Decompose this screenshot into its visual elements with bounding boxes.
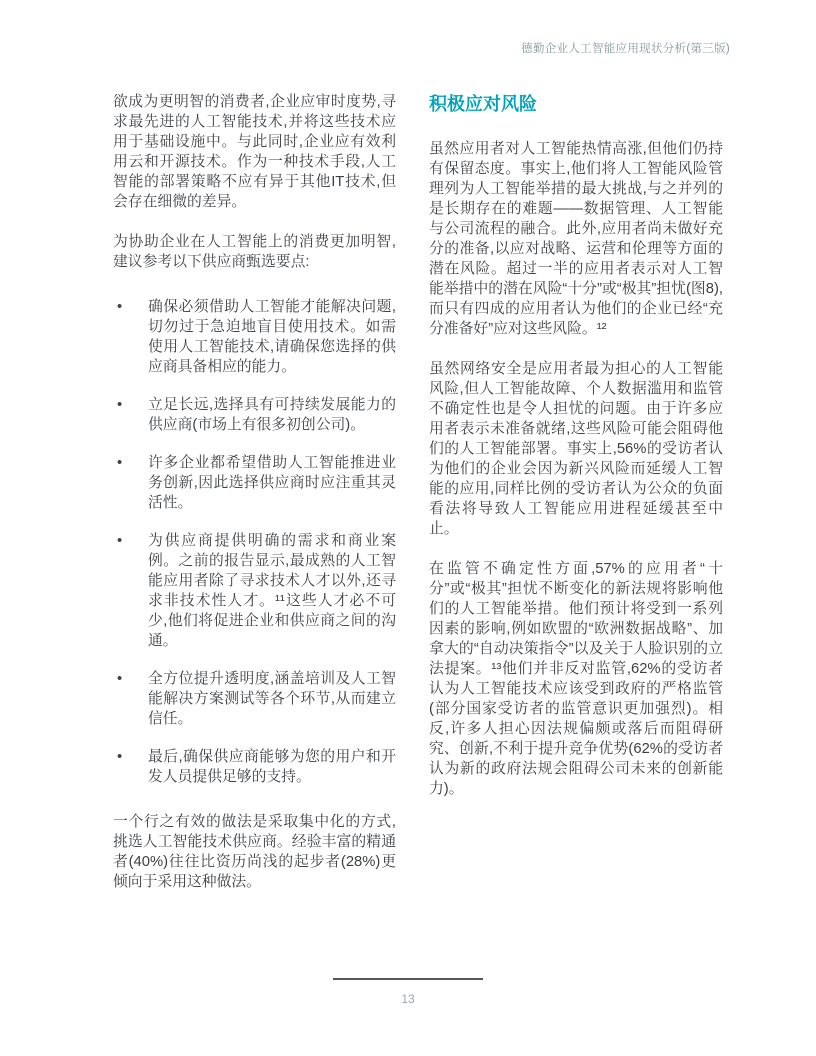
bullet-marker: • xyxy=(117,671,123,687)
bullet-marker: • xyxy=(117,299,123,315)
left-column xyxy=(113,92,396,912)
page-number: 13 xyxy=(401,992,415,1006)
paragraph-centralized-approach: 一个行之有效的做法是采取集中化的方式,挑选人工智能技术供应商。经验丰富的精通者(40%)往往比资历尚浅的起步者(28%)更倾向于采用这种做法。 xyxy=(113,814,396,890)
list-item-text: 立足长远,选择具有可持续发展能力的供应商(市场上有很多初创公司)。 xyxy=(148,397,396,433)
list-item-text: 许多企业都希望借助人工智能推进业务创新,因此选择供应商时应注重其灵活性。 xyxy=(148,455,396,511)
list-item-text: 为供应商提供明确的需求和商业案例。之前的报告显示,最成熟的人工智能应用者除了寻求技术人才以外,还寻求非技术性人才。¹¹这些人才必不可少,他们将促进企业和供应商之间的沟通。 xyxy=(148,533,396,649)
paragraph-risk-concerns: 虽然应用者对人工智能热情高涨,但他们仍持有保留态度。事实上,他们将人工智能风险管理列为人工智能举措的最大挑战,与之并列的是长期存在的难题——数据管理、人工智能与公司流程的融合。此外,应用者尚未做好充分的准备,以应对战略、运营和伦理等方面的潜在风险。超过一半的应用者表示对人工智能举措中的潜在风险“十分”或“极其”担忧(图8),而只有四成的应用者认为他们的企业已经“充分准备好”应对这些风险。¹² xyxy=(429,141,723,337)
two-column-content xyxy=(113,92,723,912)
bullet-marker: • xyxy=(117,533,123,549)
vendor-selection-list xyxy=(113,297,396,787)
paragraph-consumer-advice: 欲成为更明智的消费者,企业应审时度势,寻求最先进的人工智能技术,并将这些技术应用于基础设施中。与此同时,企业应有效利用云和开源技术。作为一种技术手段,人工智能的部署策略不应有异于其他IT技术,但会存在细微的差异。 xyxy=(113,94,396,210)
bullet-marker: • xyxy=(117,749,123,765)
list-item xyxy=(113,453,396,513)
bullet-marker: • xyxy=(117,397,123,413)
list-item xyxy=(113,297,396,377)
list-item-text: 最后,确保供应商能够为您的用户和开发人员提供足够的支持。 xyxy=(148,749,396,785)
running-header-title: 德勤企业人工智能应用现状分析(第三版) xyxy=(521,43,730,55)
right-column xyxy=(429,92,723,912)
bullet-marker: • xyxy=(117,455,123,471)
list-item-text: 确保必须借助人工智能才能解决问题,切勿过于急迫地盲目使用技术。如需使用人工智能技术,请确保您选择的供应商具备相应的能力。 xyxy=(148,299,396,375)
paragraph-vendor-intro: 为协助企业在人工智能上的消费更加明智,建议参考以下供应商甄选要点: xyxy=(113,234,396,270)
list-item-text: 全方位提升透明度,涵盖培训及人工智能解决方案测试等各个环节,从而建立信任。 xyxy=(148,671,396,727)
paragraph-cybersecurity-risk: 虽然网络安全是应用者最为担心的人工智能风险,但人工智能故障、个人数据滥用和监管不确定性也是令人担忧的问题。由于许多应用者表示未准备就绪,这些风险可能会阻碍他们的人工智能部署。事实上,56%的受访者认为他们的企业会因为新兴风险而延缓人工智能的应用,同样比例的受访者认为公众的负面看法将导致人工智能应用进程延缓甚至中止。 xyxy=(429,361,723,537)
list-item xyxy=(113,395,396,435)
footer-divider xyxy=(333,978,483,980)
section-heading-risk: 积极应对风险 xyxy=(429,94,537,114)
paragraph-regulatory-uncertainty: 在监管不确定性方面,57%的应用者“十分”或“极其”担忧不断变化的新法规将影响他们的人工智能举措。他们预计将受到一系列因素的影响,例如欧盟的“欧洲数据战略”、加拿大的“自动决策指令”以及关于人脸识别的立法提案。¹³他们并非反对监管,62%的受访者认为人工智能技术应该受到政府的严格监管(部分国家受访者的监管意识更加强烈)。相反,许多人担心因法规偏颇或落后而阻碍研究、创新,不利于提升竞争优势(62%的受访者认为新的政府法规会阻碍公司未来的创新能力)。 xyxy=(429,561,723,797)
list-item xyxy=(113,669,396,729)
list-item xyxy=(113,531,396,651)
list-item xyxy=(113,747,396,787)
